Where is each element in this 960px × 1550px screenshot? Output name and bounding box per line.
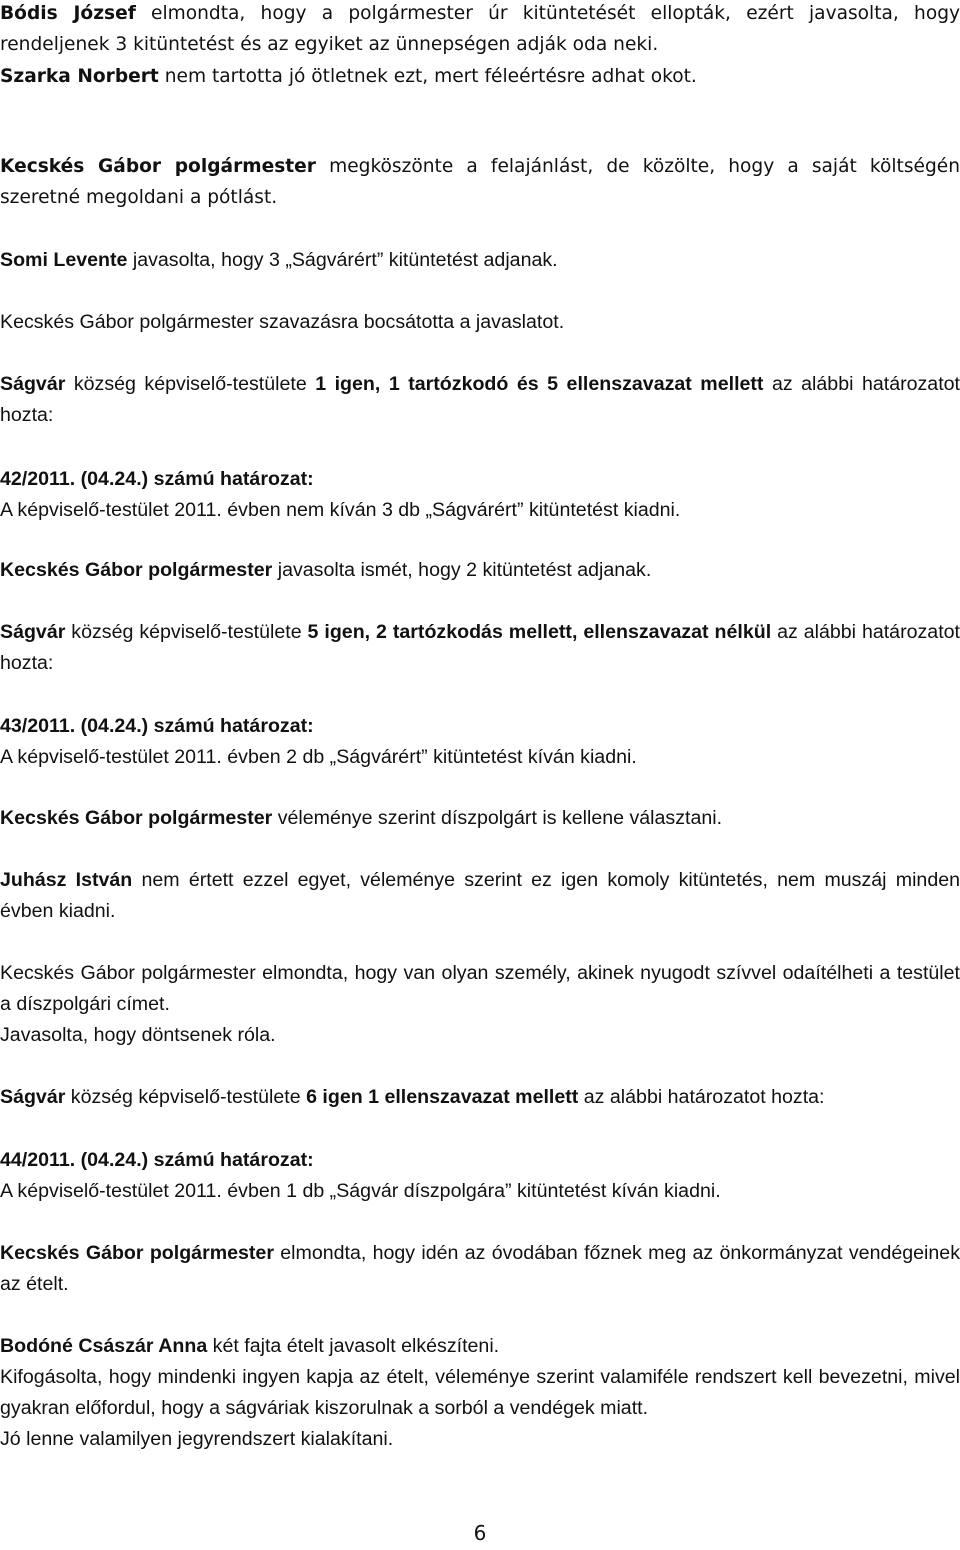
paragraph-text: község képviselő-testülete xyxy=(65,621,308,643)
resolution-number-text: 43/2011. (04.24.) számú határozat: xyxy=(0,715,314,737)
paragraph-juhasz xyxy=(0,865,960,927)
paragraph-text: nem értett ezzel egyet, véleménye szerint ez igen komoly kitüntetés, nem muszáj minden évben kiadni. xyxy=(0,869,960,922)
paragraph-text: az alábbi határozatot hozta: xyxy=(0,373,960,426)
speaker-name: Juhász István xyxy=(0,869,133,891)
resolution-number xyxy=(0,1145,960,1176)
paragraph-vote-2 xyxy=(0,617,960,679)
speaker-name: Szarka Norbert xyxy=(0,66,159,87)
paragraph-text: Kecskés Gábor polgármester elmondta, hogy van olyan személy, akinek nyugodt szívvel odaítélheti a testület a díszpolgári címet. xyxy=(0,962,960,1015)
resolution-text: A képviselő-testület 2011. évben 2 db „Ságvárért” kitüntetést kíván kiadni. xyxy=(0,746,637,768)
paragraph-vote-1 xyxy=(0,369,960,431)
page-number: 6 xyxy=(473,1521,487,1545)
paragraph-kecskes-1 xyxy=(0,151,960,213)
speaker-name: Kecskés Gábor polgármester xyxy=(0,807,273,829)
speaker-name: Bódis József xyxy=(0,3,136,24)
paragraph-text: javasolta, hogy 3 „Ságvárért” kitüntetést adjanak. xyxy=(127,249,558,271)
paragraph-first-line xyxy=(0,1331,960,1362)
paragraph-text: Javasolta, hogy döntsenek róla. xyxy=(0,1024,276,1046)
council-name: Ságvár xyxy=(0,621,66,643)
paragraph-text: nem tartotta jó ötletnek ezt, mert féleértésre adhat okot. xyxy=(158,66,697,87)
resolution-text: A képviselő-testület 2011. évben nem kíván 3 db „Ságvárért” kitüntetést kiadni. xyxy=(0,499,681,521)
paragraph-bodis xyxy=(0,0,960,60)
vote-result: 6 igen 1 ellenszavazat mellett xyxy=(306,1086,579,1108)
paragraph-text: megköszönte a felajánlást, de közölte, hogy a saját költségén szeretné megoldani a pótlást. xyxy=(0,156,960,208)
paragraph-text: két fajta ételt javasolt elkészíteni. xyxy=(207,1335,500,1357)
paragraph-kecskes-2 xyxy=(0,555,960,586)
paragraph-text: Kecskés Gábor polgármester szavazásra bocsátotta a javaslatot. xyxy=(0,311,565,333)
paragraph-text: község képviselő-testülete xyxy=(65,373,316,395)
vote-result: 1 igen, 1 tartózkodó és 5 ellenszavazat mellett xyxy=(315,373,764,395)
paragraph-text: Kifogásolta, hogy mindenki ingyen kapja az ételt, véleménye szerint valamiféle rendszert kell bevezetni, mivel gyakran előfordul, hogy a ságváriak kiszorulnak a sorból a vendégek miatt. xyxy=(0,1366,960,1419)
paragraph-szavazas xyxy=(0,307,960,338)
paragraph-bodone xyxy=(0,1331,960,1455)
paragraph-text: javasolta ismét, hogy 2 kitüntetést adjanak. xyxy=(272,559,652,581)
paragraph-text: elmondta, hogy a polgármester úr kitüntetését ellopták, ezért javasolta, hogy rendeljenek 3 kitüntetést és az egyiket az ünnepségen adják oda neki. xyxy=(0,3,960,55)
paragraph-text: az alábbi határozatot hozta: xyxy=(0,621,960,674)
council-name: Ságvár xyxy=(0,373,66,395)
paragraph-text: elmondta, hogy idén az óvodában főznek meg az önkormányzat vendégeinek az ételt. xyxy=(0,1242,960,1295)
resolution-text: A képviselő-testület 2011. évben 1 db „Ságvár díszpolgára” kitüntetést kíván kiadni. xyxy=(0,1180,721,1202)
resolution-number-text: 44/2011. (04.24.) számú határozat: xyxy=(0,1149,314,1171)
vote-result: 5 igen, 2 tartózkodás mellett, ellenszavazat nélkül xyxy=(307,621,772,643)
paragraph-text: az alábbi határozatot hozta: xyxy=(578,1086,825,1108)
resolution-43 xyxy=(0,711,960,773)
paragraph-kecskes-5 xyxy=(0,1238,960,1300)
resolution-number-text: 42/2011. (04.24.) számú határozat: xyxy=(0,468,314,490)
speaker-name: Kecskés Gábor polgármester xyxy=(0,1242,274,1264)
paragraph-somi xyxy=(0,245,960,276)
speaker-name: Kecskés Gábor polgármester xyxy=(0,156,316,177)
speaker-name: Bodóné Császár Anna xyxy=(0,1335,208,1357)
paragraph-text: Jó lenne valamilyen jegyrendszert kialakítani. xyxy=(0,1428,394,1450)
resolution-42 xyxy=(0,464,960,526)
speaker-name: Somi Levente xyxy=(0,249,128,271)
paragraph-vote-3 xyxy=(0,1082,960,1113)
speaker-name: Kecskés Gábor polgármester xyxy=(0,559,273,581)
paragraph-text: véleménye szerint díszpolgárt is kellene választani. xyxy=(272,807,723,829)
council-name: Ságvár xyxy=(0,1086,66,1108)
paragraph-text: község képviselő-testülete xyxy=(65,1086,307,1108)
resolution-number xyxy=(0,464,960,495)
paragraph-kecskes-4 xyxy=(0,958,960,1051)
resolution-number xyxy=(0,711,960,742)
resolution-44 xyxy=(0,1145,960,1207)
paragraph-kecskes-3 xyxy=(0,803,960,834)
paragraph-szarka xyxy=(0,61,960,92)
